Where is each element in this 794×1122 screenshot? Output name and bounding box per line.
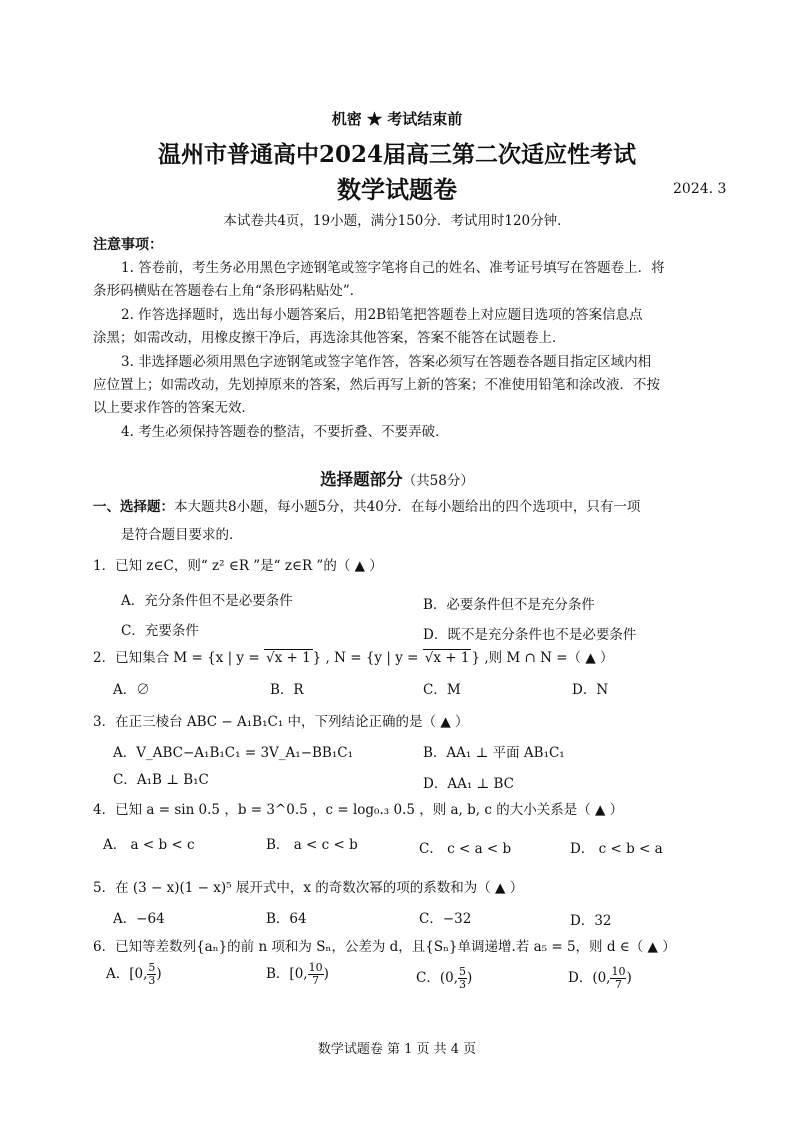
question-3-option-b: B．AA₁ ⊥ 平面 AB₁C₁ bbox=[423, 745, 565, 761]
question-4-option-a: A． a < b < c bbox=[103, 837, 195, 853]
notice-item: 2. 作答选择题时，选出每小题答案后，用2B铅笔把答题卷上对应题目选项的答案信息点 bbox=[121, 307, 643, 323]
question-6-option-a bbox=[106, 962, 162, 987]
fraction-denominator: 3 bbox=[459, 978, 466, 991]
section-title-text: 选择题部分 bbox=[320, 470, 403, 489]
section-score: （共58分） bbox=[402, 473, 474, 489]
question-6-option-d bbox=[568, 966, 632, 991]
radicand: x + 1 bbox=[433, 650, 470, 666]
interval-close: ) bbox=[467, 970, 473, 986]
option-label: D． bbox=[568, 970, 593, 986]
section-intro-line2: 是符合题目要求的． bbox=[121, 527, 243, 543]
option-label: A． bbox=[106, 966, 130, 982]
question-5-option-c: C．−32 bbox=[419, 911, 472, 927]
exam-subtitle: 数学试题卷 bbox=[337, 175, 457, 204]
radicand: x + 1 bbox=[274, 650, 311, 666]
question-2-stem-mid: } , N = {y | y = bbox=[312, 650, 423, 666]
question-1-option-c: C．充要条件 bbox=[121, 623, 199, 639]
exam-description: 本试卷共4页，19小题，满分150分．考试用时120分钟． bbox=[223, 213, 571, 229]
notice-item: 条形码横贴在答题卷右上角“条形码粘贴处”． bbox=[93, 283, 364, 299]
question-3-option-a: A．V_ABC−A₁B₁C₁ = 3V_A₁−BB₁C₁ bbox=[113, 745, 353, 761]
option-label: C． bbox=[416, 970, 440, 986]
section-intro bbox=[93, 497, 640, 517]
confidential-mark: 机密 ★ 考试结束前 bbox=[331, 110, 463, 128]
interval-open: (0, bbox=[592, 970, 611, 986]
section-intro-text: 本大题共8小题，每小题5分，共40分．在每小题给出的四个选项中，只有一项 bbox=[174, 499, 641, 515]
question-5-option-b: B．64 bbox=[266, 911, 307, 927]
question-2-stem-pre: 2．已知集合 M = {x | y = bbox=[93, 650, 264, 666]
question-1-option-d: D．既不是充分条件也不是必要条件 bbox=[423, 627, 637, 643]
question-2-option-a: A．∅ bbox=[113, 682, 150, 698]
question-6-stem: 6．已知等差数列{aₙ}的前 n 项和为 Sₙ，公差为 d，且{Sₙ}单调递增.若 a₅ = 5，则 d ∈（ ▲ ） bbox=[93, 939, 676, 955]
question-4-option-d: D． c < b < a bbox=[570, 841, 663, 857]
section-title bbox=[0, 466, 794, 490]
fraction-numerator: 10 bbox=[308, 961, 323, 974]
notice-item: 涂黑；如需改动，用橡皮擦干净后，再选涂其他答案，答案不能答在试题卷上． bbox=[93, 330, 566, 346]
question-2-option-c: C．M bbox=[423, 682, 461, 698]
notice-item: 1. 答卷前，考生务必用黑色字迹钢笔或签字笔将自己的姓名、准考证号填写在答题卷上．将 bbox=[121, 260, 665, 276]
question-6-option-c bbox=[416, 966, 472, 991]
question-1-option-a: A．充分条件但不是必要条件 bbox=[121, 593, 293, 609]
notice-item: 4. 考生必须保持答题卷的整洁，不要折叠、不要弄破． bbox=[121, 424, 449, 440]
interval-open: [0, bbox=[129, 966, 148, 982]
sqrt-expression: √x + 1 bbox=[424, 650, 470, 666]
fraction-denominator: 7 bbox=[312, 974, 320, 987]
notice-item: 以上要求作答的答案无效． bbox=[93, 400, 255, 416]
fraction bbox=[308, 962, 324, 987]
fraction-numerator: 5 bbox=[148, 961, 156, 974]
option-label: B． bbox=[266, 966, 290, 982]
question-5-option-d: D．32 bbox=[570, 913, 612, 929]
question-3-stem: 3．在正三棱台 ABC − A₁B₁C₁ 中，下列结论正确的是（ ▲ ） bbox=[93, 714, 469, 730]
interval-close: ) bbox=[626, 970, 632, 986]
interval-open: (0, bbox=[439, 970, 458, 986]
question-4-option-c: C． c < a < b bbox=[419, 841, 512, 857]
interval-open: [0, bbox=[289, 966, 308, 982]
question-2-option-d: D．N bbox=[572, 682, 609, 698]
fraction bbox=[458, 966, 467, 991]
question-4-stem: 4．已知 a = sin 0.5 ，b = 3^0.5 ，c = log₀.₃ 0.5 ，则 a, b, c 的大小关系是（ ▲ ） bbox=[93, 802, 624, 818]
question-6-option-b bbox=[266, 962, 329, 987]
question-2-stem-post: } ,则 M ∩ N =（ ▲ ） bbox=[471, 650, 614, 666]
exam-date: 2024. 3 bbox=[673, 181, 727, 197]
question-5-option-a: A．−64 bbox=[113, 911, 165, 927]
question-1-stem: 1．已知 z∈C，则“ z² ∈R ”是“ z∈R ”的（ ▲ ） bbox=[93, 558, 383, 574]
section-intro-label: 一、选择题： bbox=[93, 499, 174, 515]
question-2-stem bbox=[93, 646, 614, 666]
question-5-stem: 5．在 (3 − x)(1 − x)⁵ 展开式中，x 的奇数次幂的项的系数和为（ ▲ ） bbox=[93, 880, 524, 896]
question-2-option-b: B．R bbox=[270, 682, 304, 698]
question-3-option-d: D．AA₁ ⊥ BC bbox=[423, 776, 515, 792]
interval-close: ) bbox=[156, 966, 162, 982]
interval-close: ) bbox=[323, 966, 329, 982]
notice-item: 3. 非选择题必须用黑色字迹钢笔或签字笔作答，答案必须写在答题卷各题目指定区域内相 bbox=[121, 354, 652, 370]
exam-title: 温州市普通高中2024届高三第二次适应性考试 bbox=[157, 141, 636, 168]
fraction-numerator: 5 bbox=[459, 965, 466, 978]
question-1-option-b: B．必要条件但不是充分条件 bbox=[423, 597, 595, 613]
sqrt-expression: √x + 1 bbox=[265, 650, 311, 666]
notice-item: 应位置上；如需改动，先划掉原来的答案，然后再写上新的答案；不准使用铅笔和涂改液．不按 bbox=[93, 377, 660, 393]
fraction-denominator: 7 bbox=[614, 978, 622, 991]
fraction bbox=[610, 966, 626, 991]
fraction-denominator: 3 bbox=[148, 974, 156, 987]
page-footer: 数学试题卷 第 1 页 共 4 页 bbox=[317, 1042, 477, 1057]
question-4-option-b: B． a < c < b bbox=[266, 837, 358, 853]
fraction-numerator: 10 bbox=[611, 965, 626, 978]
question-3-option-c: C．A₁B ⊥ B₁C bbox=[113, 772, 209, 788]
notice-title: 注意事项： bbox=[93, 237, 163, 253]
